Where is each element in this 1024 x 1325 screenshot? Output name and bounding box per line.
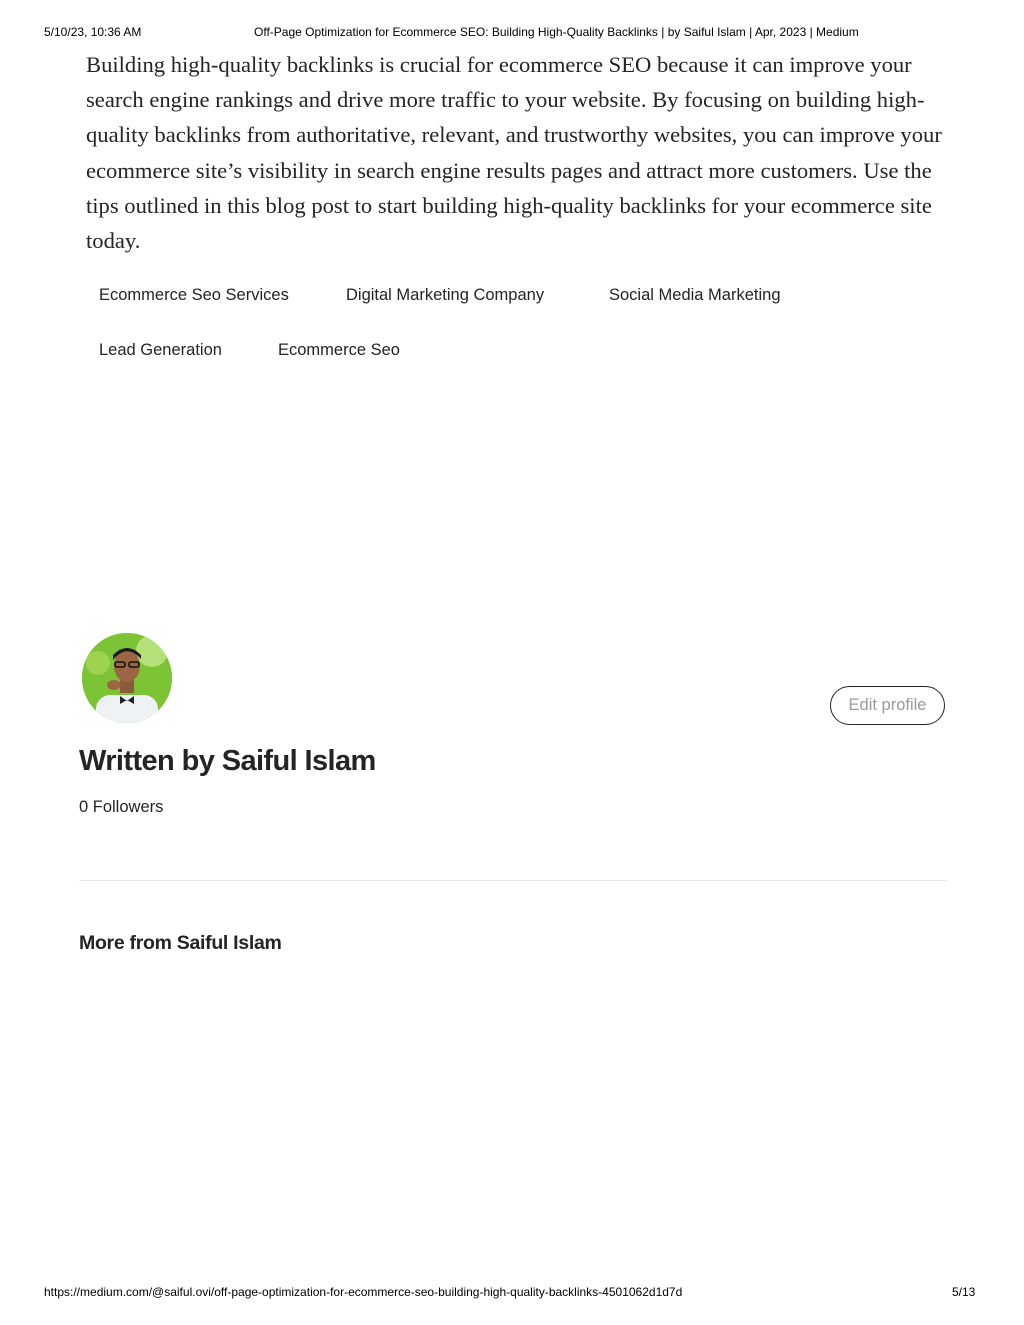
print-page-title: Off-Page Optimization for Ecommerce SEO: Building High-Quality Backlinks | by Saiful Islam | Apr, 2023 | Medium (254, 25, 859, 39)
avatar[interactable] (82, 633, 172, 723)
print-footer (0, 1285, 1024, 1301)
edit-profile-button[interactable]: Edit profile (830, 686, 945, 725)
more-from-heading: More from Saiful Islam (79, 932, 282, 954)
print-header (0, 25, 1024, 41)
tag-ecommerce-seo-services[interactable]: Ecommerce Seo Services (79, 275, 309, 315)
tag-digital-marketing-company[interactable]: Digital Marketing Company (326, 275, 564, 315)
tag-social-media-marketing[interactable]: Social Media Marketing (589, 275, 801, 315)
divider (79, 880, 947, 881)
article-closing-paragraph: Building high-quality backlinks is crucial for ecommerce SEO because it can improve your search engine rankings and drive more traffic to your website. By focusing on building high-quality backlinks from authoritative, relevant, and trustworthy websites, you can improve your ecommerce site’s visibility in search engine results pages and attract more customers. Use the tips outlined in this blog post to start building high-quality backlinks for your ecommerce site today. (86, 52, 942, 254)
tag-lead-generation[interactable]: Lead Generation (79, 330, 242, 370)
print-datetime: 5/10/23, 10:36 AM (44, 25, 142, 39)
print-url: https://medium.com/@saiful.ovi/off-page-optimization-for-ecommerce-seo-building-high-quality-backlinks-4501062d1d7d (44, 1285, 683, 1299)
tag-ecommerce-seo[interactable]: Ecommerce Seo (258, 330, 420, 370)
author-written-by[interactable]: Written by Saiful Islam (79, 745, 376, 777)
print-page-number: 5/13 (952, 1285, 976, 1299)
followers-count[interactable]: 0 Followers (79, 798, 164, 816)
author-avatar-photo (82, 633, 172, 723)
